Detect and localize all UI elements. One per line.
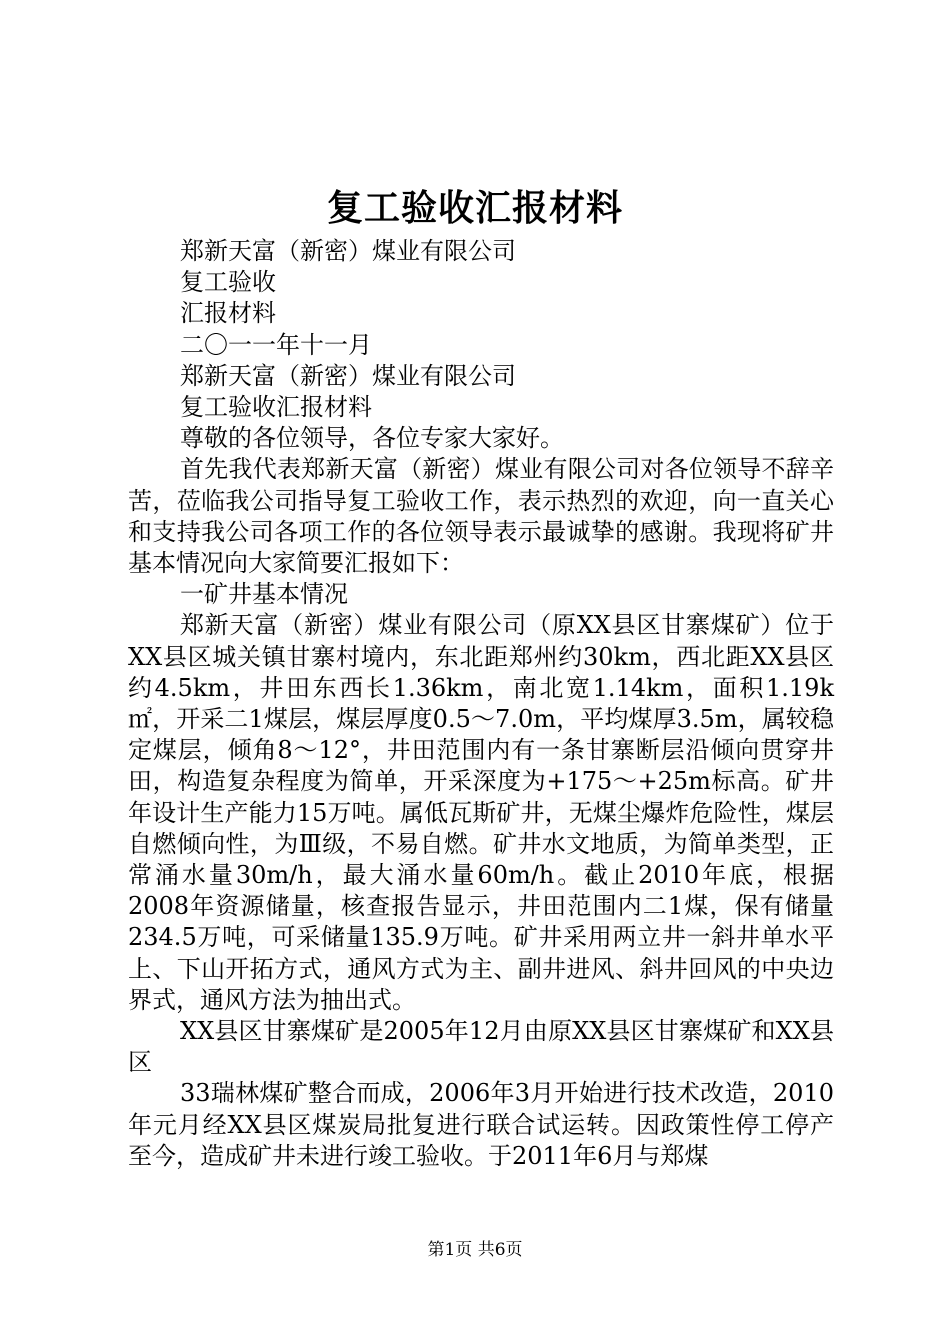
document-body [128,236,834,1172]
page-footer: 第1页 共6页 [427,1240,523,1260]
date-line: 二〇一一年十一月 [180,330,372,359]
cover-subtitle-line: 复工验收 [180,268,276,297]
mine-info-paragraph: 郑新天富（新密）煤业有限公司（原XX县区甘寨煤矿）位于XX县区城关镇甘寨村境内，东北距郑州约30km，西北距XX县区约4.5km，井田东西长1.36km，南北宽1.14km，面积1.19k㎡，开采二1煤层，煤层厚度0.5～7.0m，平均煤厚3.5m，属较稳定煤层，倾角8～12°，井田范围内有一条甘寨断层沿倾向贯穿井田，构造复杂程度为简单，开采深度为+175～+25m标高。矿井年设计生产能力15万吨。属低瓦斯矿井，无煤尘爆炸危险性，煤层自燃倾向性，为Ⅲ级，不易自燃。矿井水文地质，为简单类型，正常涌水量30m/h，最大涌水量60m/h。截止2010年底，根据2008年资源储量，核查报告显示，井田范围内二1煤，保有储量234.5万吨，可采储量135.9万吨。矿井采用两立井一斜井单水平上、下山开拓方式，通风方式为主、副井进风、斜井回风的中央边界式，通风方法为抽出式。 [128,611,834,1014]
company-name-line-2: 郑新天富（新密）煤业有限公司 [180,361,516,390]
company-name-line: 郑新天富（新密）煤业有限公司 [180,237,516,265]
greeting-line: 尊敬的各位领导，各位专家大家好。 [180,424,564,453]
section-heading: 一矿井基本情况 [180,580,348,609]
cover-subtitle-line-2: 汇报材料 [180,299,276,328]
history-paragraph: XX县区甘寨煤矿是2005年12月由原XX县区甘寨煤矿和XX县区 [128,1017,834,1077]
report-title-line: 复工验收汇报材料 [180,393,372,422]
document-title: 复工验收汇报材料 [326,187,623,229]
intro-paragraph: 首先我代表郑新天富（新密）煤业有限公司对各位领导不辞辛苦，莅临我公司指导复工验收工作，表示热烈的欢迎，向一直关心和支持我公司各项工作的各位领导表示最诚挚的感谢。我现将矿井基本情况向大家简要汇报如下： [128,455,834,578]
integration-paragraph: 33瑞林煤矿整合而成，2006年3月开始进行技术改造，2010年元月经XX县区煤炭局批复进行联合试运转。因政策性停工停产至今，造成矿井未进行竣工验收。于2011年6月与郑煤 [128,1079,834,1170]
